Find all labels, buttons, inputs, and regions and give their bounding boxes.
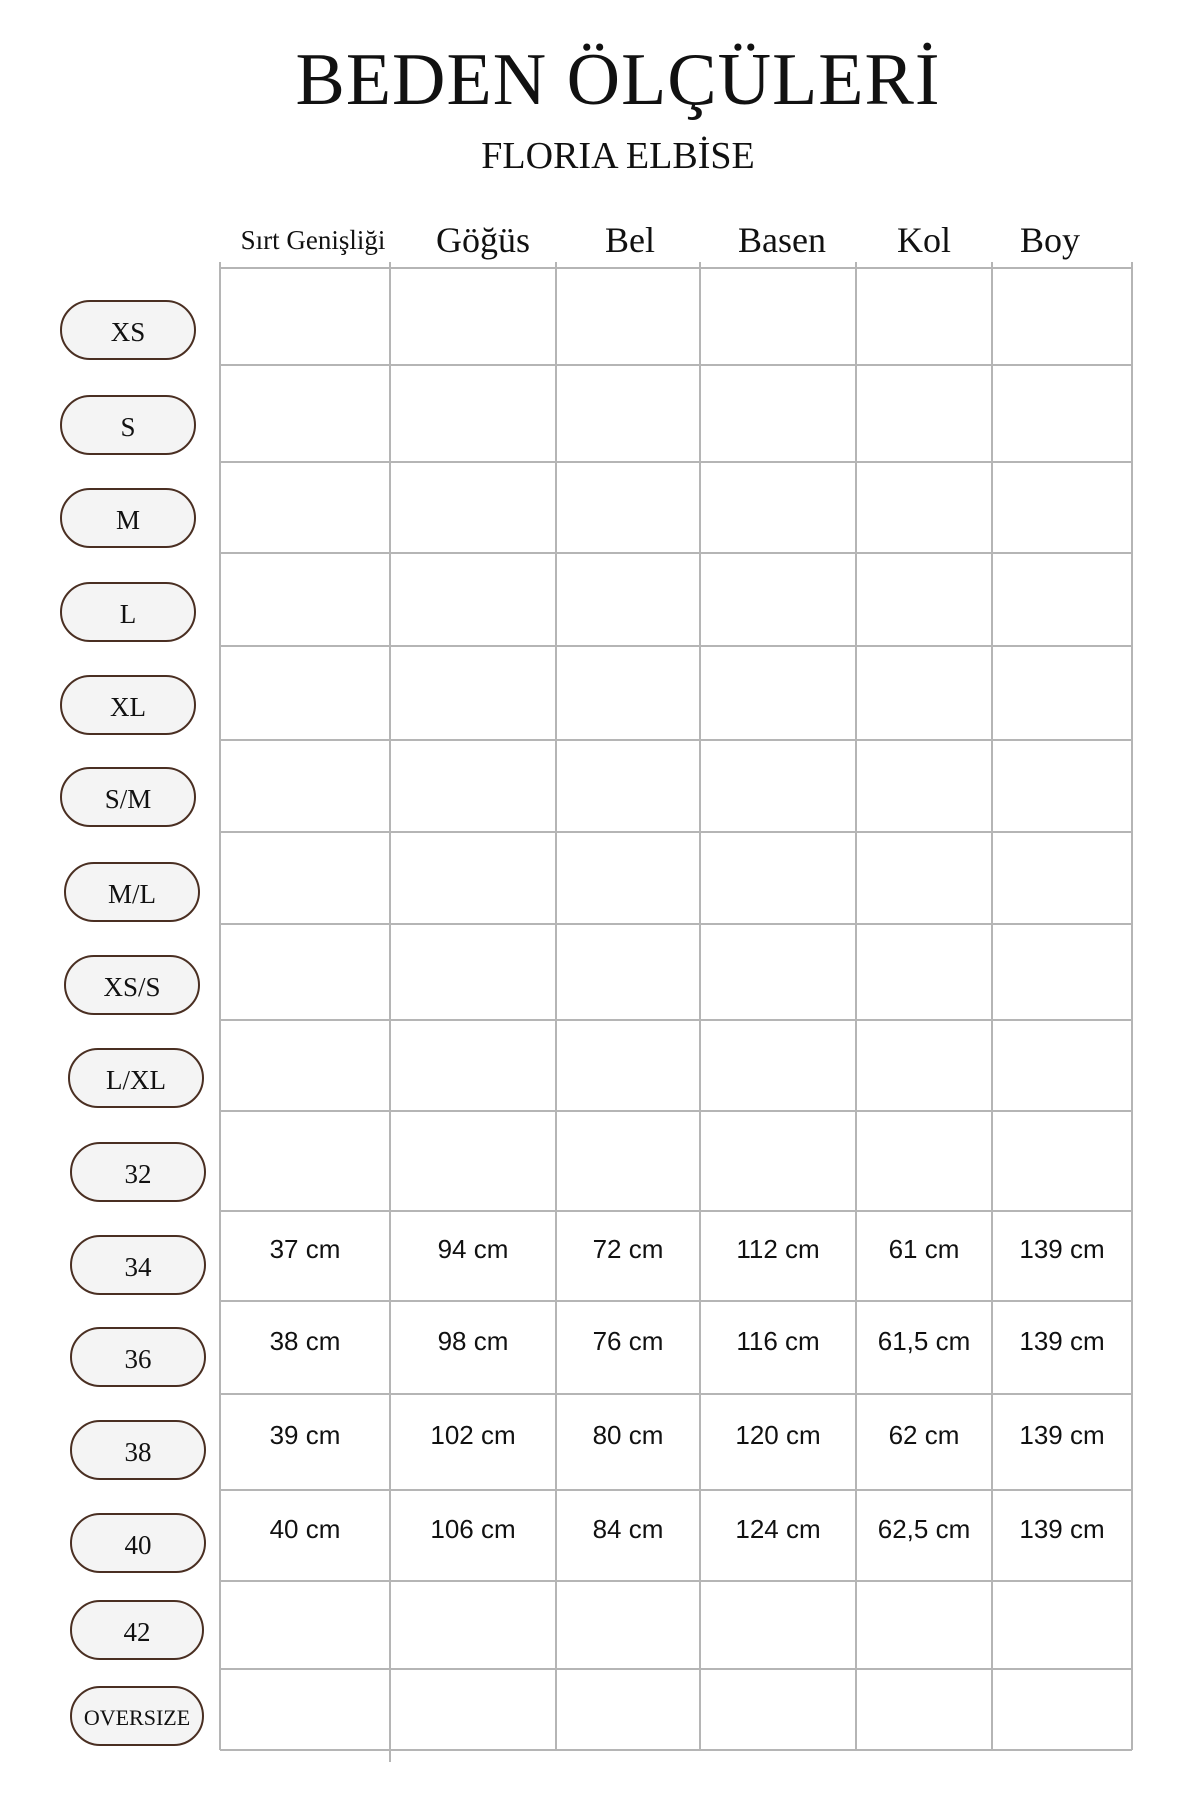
column-header: Kol <box>897 220 951 260</box>
measurement-value: 106 cm <box>430 1513 516 1544</box>
column-header: Basen <box>738 220 826 260</box>
page-title: BEDEN ÖLÇÜLERİ <box>295 39 941 121</box>
size-label: 40 <box>70 1513 206 1573</box>
column-header: Sırt Genişliği <box>240 225 386 255</box>
measurement-value: 76 cm <box>592 1325 664 1356</box>
measurement-value: 84 cm <box>592 1513 664 1544</box>
measurement-value: 139 cm <box>1019 1513 1105 1544</box>
measurement-value: 102 cm <box>430 1420 516 1450</box>
size-label: 42 <box>70 1600 204 1660</box>
size-label: 38 <box>70 1420 206 1480</box>
measurement-value: 124 cm <box>735 1513 821 1544</box>
measurement-value: 120 cm <box>735 1420 821 1450</box>
size-label: M <box>60 488 196 548</box>
size-label: XS/S <box>64 955 200 1015</box>
measurement-value: 139 cm <box>1019 1325 1105 1356</box>
measurement-value: 139 cm <box>1019 1234 1105 1264</box>
measurement-value: 37 cm <box>269 1234 341 1264</box>
measurement-value: 61,5 cm <box>877 1325 971 1356</box>
measurement-value: 72 cm <box>592 1234 664 1264</box>
column-header: Boy <box>1019 220 1080 260</box>
size-label: S <box>60 395 196 455</box>
size-label: S/M <box>60 767 196 827</box>
size-label: L <box>60 582 196 642</box>
size-label: 32 <box>70 1142 206 1202</box>
size-label: 34 <box>70 1235 206 1295</box>
measurement-value: 94 cm <box>437 1234 509 1264</box>
size-label: 36 <box>70 1327 206 1387</box>
measurement-value: 112 cm <box>736 1234 820 1264</box>
column-header: Bel <box>605 220 655 260</box>
size-label: OVERSIZE <box>70 1686 204 1746</box>
size-label: M/L <box>64 862 200 922</box>
size-label: XL <box>60 675 196 735</box>
measurement-value: 62,5 cm <box>877 1513 971 1544</box>
measurement-value: 139 cm <box>1019 1420 1105 1450</box>
measurement-value: 61 cm <box>888 1234 960 1264</box>
measurement-value: 39 cm <box>269 1420 341 1450</box>
product-name: FLORIA ELBİSE <box>481 135 755 177</box>
measurement-value: 98 cm <box>437 1325 509 1356</box>
measurement-value: 62 cm <box>888 1420 960 1450</box>
measurement-value: 38 cm <box>269 1325 341 1356</box>
measurement-value: 116 cm <box>736 1325 820 1356</box>
column-header: Göğüs <box>435 220 530 260</box>
size-label: XS <box>60 300 196 360</box>
size-label: L/XL <box>68 1048 204 1108</box>
measurement-value: 40 cm <box>269 1513 341 1544</box>
measurement-value: 80 cm <box>592 1420 664 1450</box>
